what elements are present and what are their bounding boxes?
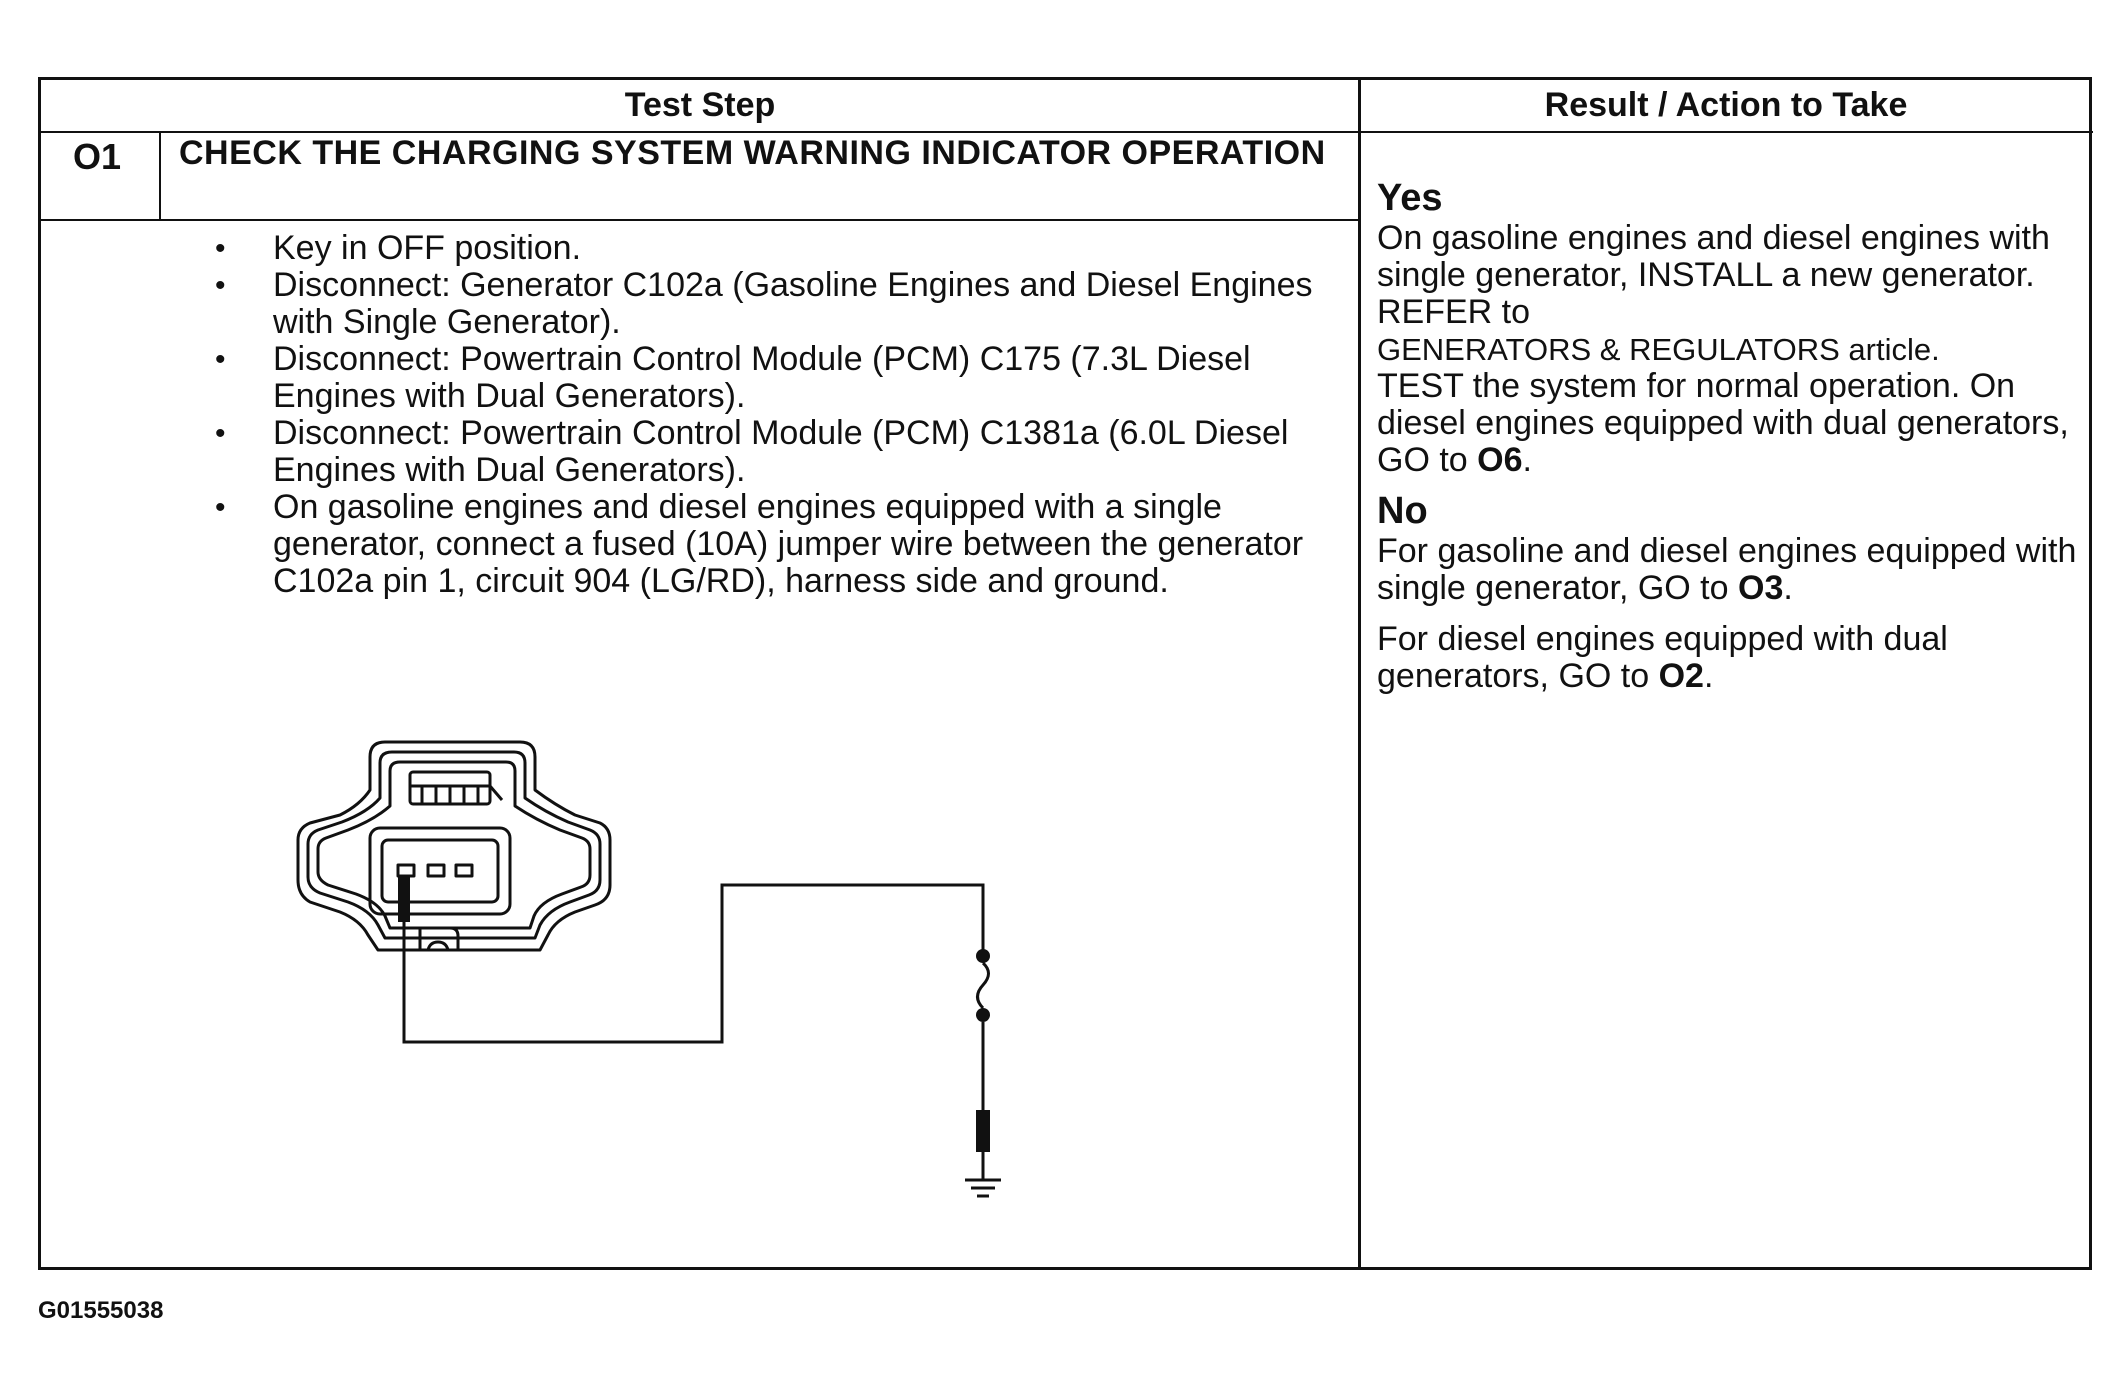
no-text-2-body: For diesel engines equipped with dual generators, GO to bbox=[1377, 620, 1948, 695]
step-item: • Disconnect: Powertrain Control Module (PCM) C1381a (6.0L Diesel Engines with Dual Generators). bbox=[175, 415, 1325, 489]
no-text-1-body: For gasoline and diesel engines equipped with single generator, GO to bbox=[1377, 532, 2077, 607]
no-label: No bbox=[1377, 490, 1428, 532]
yes-text-2: GENERATORS & REGULATORS article. bbox=[1377, 332, 1940, 367]
step-title: CHECK THE CHARGING SYSTEM WARNING INDICATOR OPERATION bbox=[179, 134, 1326, 172]
step-number: O1 bbox=[73, 136, 122, 177]
step-item: • On gasoline engines and diesel engines equipped with a single generator, connect a fused (10A) jumper wire between the generator C102a pin 1, circuit 904 (LG/RD), harness side and ground. bbox=[175, 489, 1325, 600]
figure-id: G01555038 bbox=[38, 1297, 164, 1324]
header-result: Result / Action to Take bbox=[1544, 86, 1908, 124]
result-panel bbox=[1377, 176, 2097, 695]
header-divider-right bbox=[1359, 131, 2093, 133]
yes-text-3-body: TEST the system for normal operation. On diesel engines equipped with dual generators, GO to bbox=[1377, 367, 2069, 479]
no-text-1: For gasoline and diesel engines equipped with single generator, GO to O3. bbox=[1377, 532, 2077, 607]
no-text-2: For diesel engines equipped with dual generators, GO to O2. bbox=[1377, 620, 1948, 695]
header-divider-left bbox=[41, 131, 1359, 133]
connector-icon bbox=[298, 742, 610, 950]
step-number-divider bbox=[159, 132, 161, 220]
step-instructions bbox=[175, 230, 1325, 600]
title-divider bbox=[41, 219, 1359, 221]
yes-label: Yes bbox=[1377, 177, 1443, 219]
no-goto-2: O2 bbox=[1658, 657, 1704, 695]
probe-icon bbox=[398, 876, 410, 922]
ground-icon bbox=[965, 1180, 1001, 1196]
step-item: • Disconnect: Generator C102a (Gasoline Engines and Diesel Engines with Single Generator). bbox=[175, 267, 1325, 341]
yes-text-3: TEST the system for normal operation. On diesel engines equipped with dual generators, GO to O6. bbox=[1377, 367, 2069, 479]
yes-goto: O6 bbox=[1477, 441, 1523, 479]
column-divider bbox=[1358, 80, 1361, 1270]
no-goto-1: O3 bbox=[1738, 569, 1784, 607]
yes-text-1: On gasoline engines and diesel engines with single generator, INSTALL a new generator. REFER to bbox=[1377, 219, 2050, 331]
ground-probe-icon bbox=[976, 1110, 990, 1152]
jumper-wire-diagram bbox=[290, 720, 1050, 1220]
step-item: • Disconnect: Powertrain Control Module (PCM) C175 (7.3L Diesel Engines with Dual Generators). bbox=[175, 341, 1325, 415]
jumper-wire bbox=[404, 885, 983, 1042]
header-test-step: Test Step bbox=[624, 86, 776, 124]
fuse-icon bbox=[976, 949, 990, 1022]
step-item: • Key in OFF position. bbox=[175, 230, 1325, 267]
